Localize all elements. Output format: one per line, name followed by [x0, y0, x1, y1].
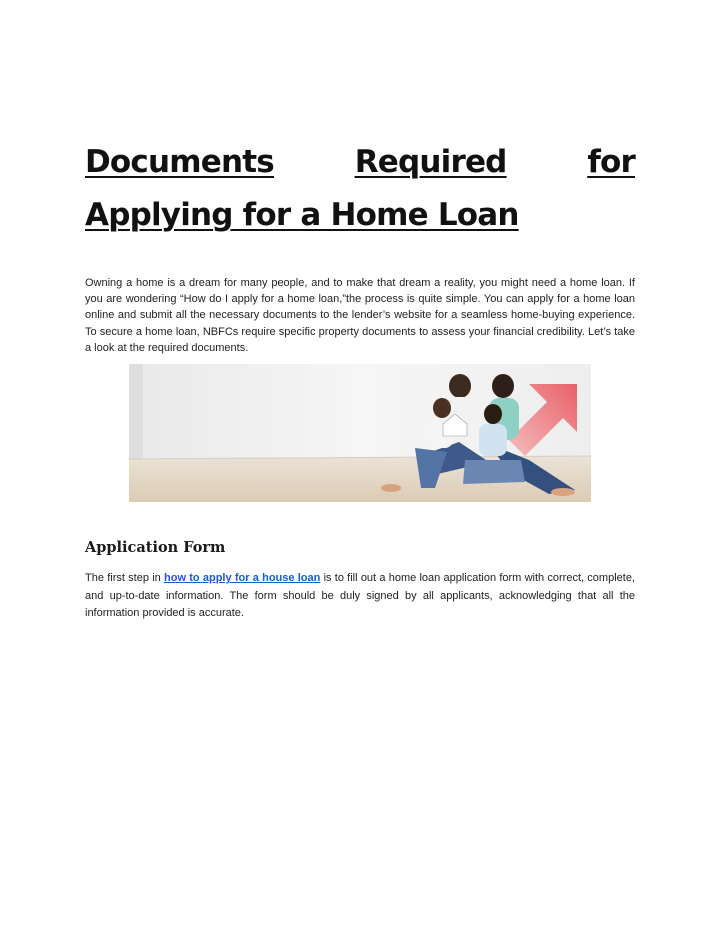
title-line-2: Applying for a Home Loan — [85, 197, 519, 233]
paragraph-text-end: is to fill out a home loan application form with correct, complete, and up-to-date information. The form should be duly signed by all applicants, acknowledging that all the information provided is accurate. — [85, 572, 635, 620]
paragraph-text-start: The first step in — [85, 572, 164, 584]
title-word-3: for — [587, 144, 635, 180]
title-word-1: Documents — [85, 144, 274, 180]
how-to-apply-link[interactable]: how to apply for a house loan — [164, 572, 321, 584]
title-word-2: Required — [354, 144, 507, 180]
page-title — [85, 136, 635, 242]
application-form-paragraph — [85, 570, 635, 623]
family-home-image — [129, 364, 591, 502]
section-heading-application-form: Application Form — [85, 539, 226, 556]
intro-paragraph: Owning a home is a dream for many people, and to make that dream a reality, you might need a home loan. If you are wondering “How do I apply for a home loan,”the process is quite simple. You can apply for a home loan online and submit all the necessary documents to the lender’s website for a seamless home-buying experience. To secure a home loan, NBFCs require specific property documents to assess your financial credibility. Let’s take a look at the required documents. — [85, 277, 635, 354]
